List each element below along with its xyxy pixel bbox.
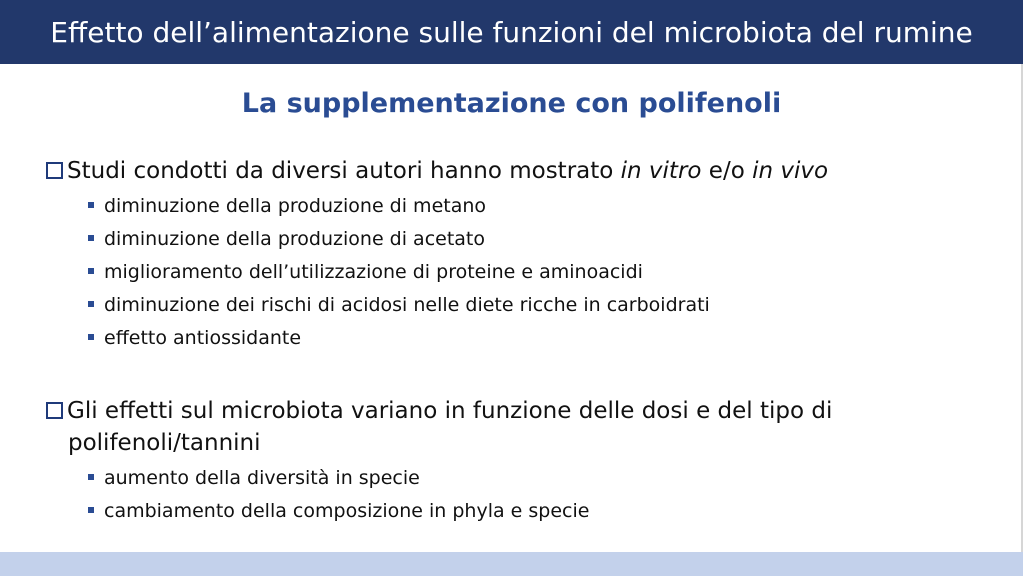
- bullet-line-2: polifenoli/tannini: [68, 430, 261, 456]
- bullet-text: Studi condotti da diversi autori hanno mostrato: [67, 158, 621, 184]
- checkbox-bullet-icon: [46, 402, 63, 419]
- list-item: diminuzione della produzione di acetato: [88, 223, 710, 256]
- list-item: cambiamento della composizione in phyla e specie: [88, 495, 589, 528]
- square-bullet-icon: [88, 507, 94, 513]
- sub-list-microbiota-effects: [88, 462, 589, 528]
- bullet-italic-in-vitro: in vitro: [620, 158, 702, 184]
- list-item: diminuzione dei rischi di acidosi nelle diete ricche in carboidrati: [88, 289, 710, 322]
- main-bullet-studies: [46, 155, 981, 187]
- list-item: aumento della diversità in specie: [88, 462, 589, 495]
- bullet-line-1: Gli effetti sul microbiota variano in funzione delle dosi e del tipo di: [46, 395, 981, 427]
- list-item: diminuzione della produzione di metano: [88, 190, 710, 223]
- square-bullet-icon: [88, 334, 94, 340]
- checkbox-bullet-icon: [46, 162, 63, 179]
- main-bullet-microbiota: [46, 395, 981, 459]
- square-bullet-icon: [88, 235, 94, 241]
- list-item: miglioramento dell’utilizzazione di proteine e aminoacidi: [88, 256, 710, 289]
- square-bullet-icon: [88, 301, 94, 307]
- bullet-text-middle: e/o: [701, 158, 753, 184]
- footer-bar: [0, 552, 1023, 576]
- list-item: effetto antiossidante: [88, 322, 710, 355]
- sub-list-effects: [88, 190, 710, 355]
- square-bullet-icon: [88, 268, 94, 274]
- square-bullet-icon: [88, 474, 94, 480]
- slide-header: [0, 0, 1023, 64]
- slide-title: Effetto dell’alimentazione sulle funzioni del microbiota del rumine: [50, 15, 973, 49]
- square-bullet-icon: [88, 202, 94, 208]
- bullet-italic-in-vivo: in vivo: [752, 158, 829, 184]
- slide-subtitle: La supplementazione con polifenoli: [241, 88, 782, 119]
